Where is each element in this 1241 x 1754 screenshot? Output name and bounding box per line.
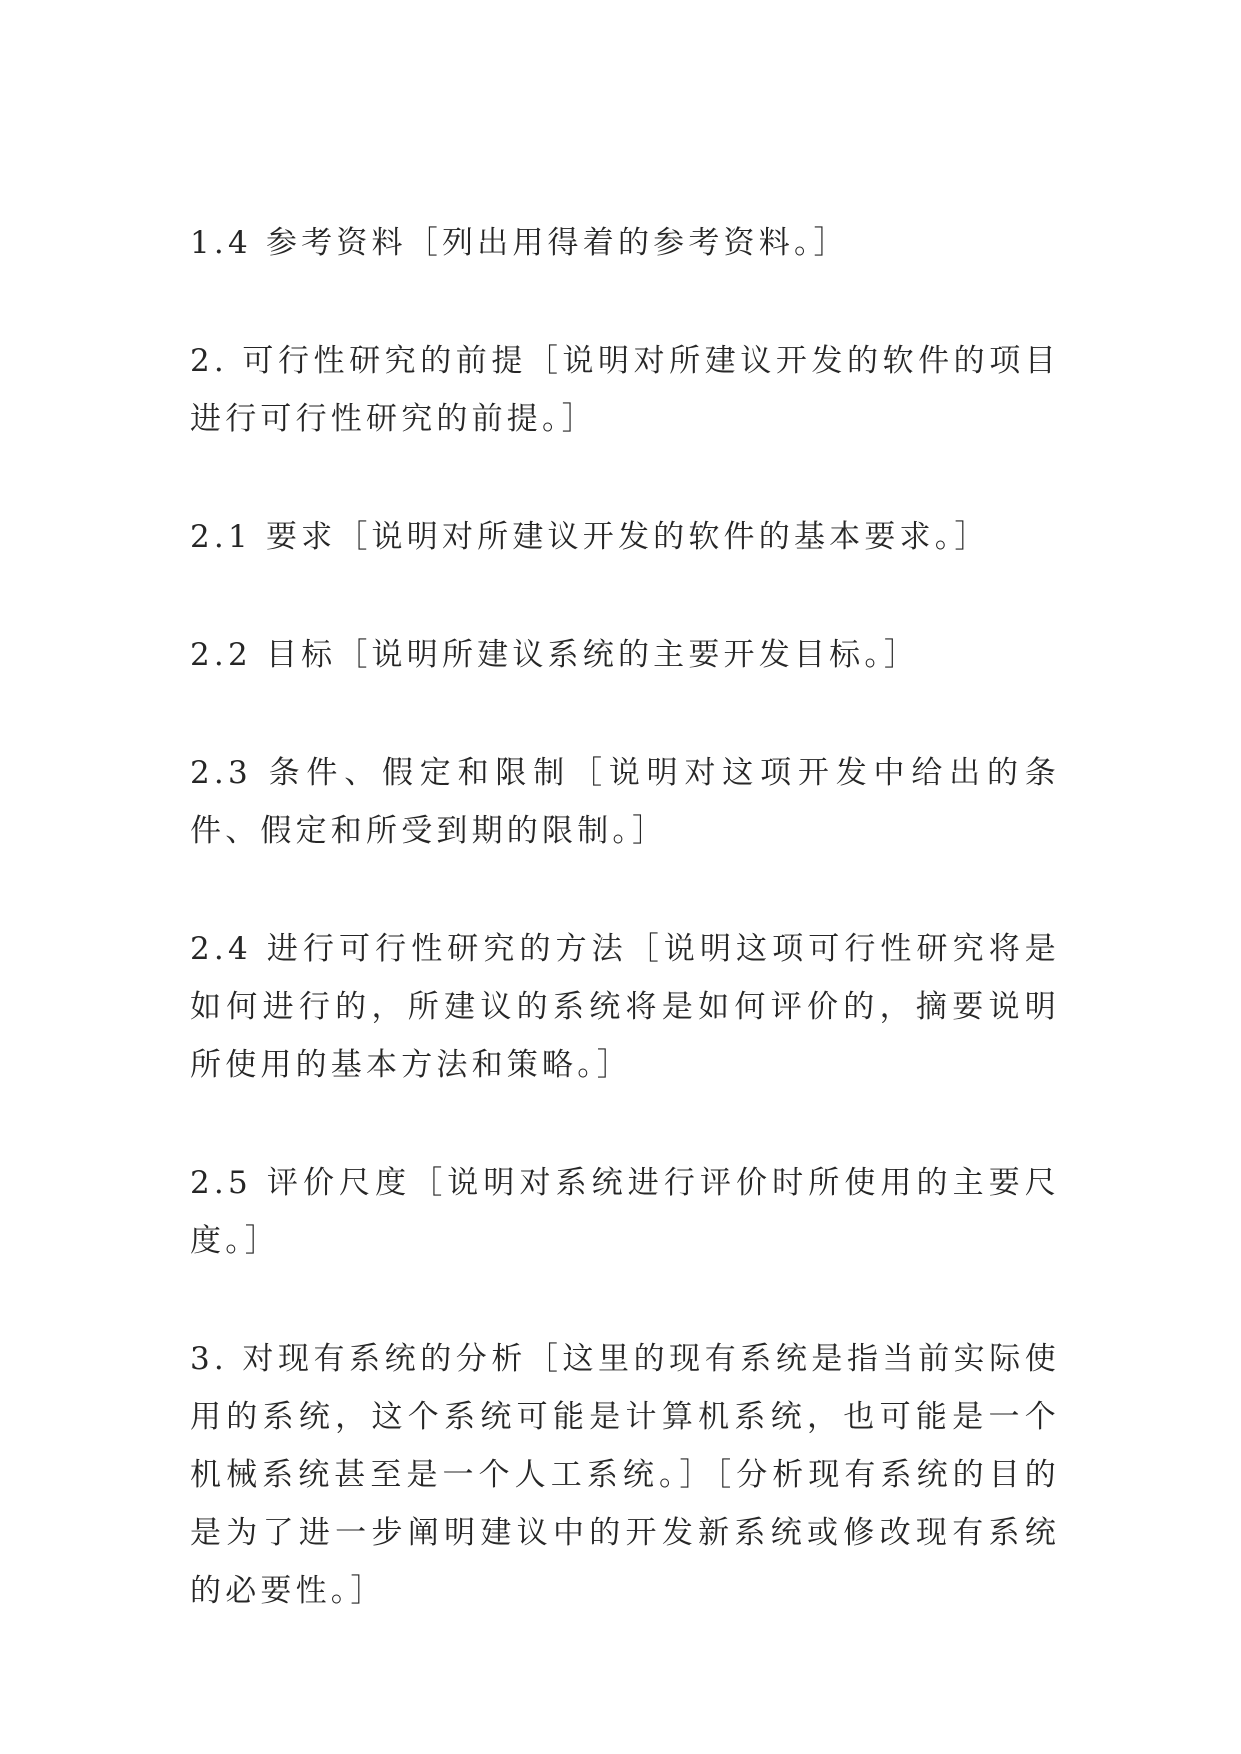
paragraph-2-prerequisites: 2. 可行性研究的前提［说明对所建议开发的软件的项目进行可行性研究的前提。］ xyxy=(190,343,1060,437)
paragraph-1-4-references: 1.4 参考资料［列出用得着的参考资料。］ xyxy=(190,225,849,261)
paragraph-2-2-goals: 2.2 目标［说明所建议系统的主要开发目标。］ xyxy=(190,637,920,673)
paragraph-2-1-requirements: 2.1 要求［说明对所建议开发的软件的基本要求。］ xyxy=(190,519,990,555)
paragraph-2-3-conditions: 2.3 条件、假定和限制［说明对这项开发中给出的条件、假定和所受到期的限制。］ xyxy=(190,755,1060,849)
document-body xyxy=(190,214,1060,1620)
paragraph-2-4-methods: 2.4 进行可行性研究的方法［说明这项可行性研究将是如何进行的，所建议的系统将是如何评价的，摘要说明所使用的基本方法和策略。］ xyxy=(190,931,1060,1083)
paragraph-2-5-evaluation-criteria: 2.5 评价尺度［说明对系统进行评价时所使用的主要尺度。］ xyxy=(190,1165,1060,1259)
paragraph-3-existing-system-analysis: 3. 对现有系统的分析［这里的现有系统是指当前实际使用的系统，这个系统可能是计算机系统，也可能是一个机械系统甚至是一个人工系统。］［分析现有系统的目的是为了进一步阐明建议中的开发新系统或修改现有系统的必要性。］ xyxy=(190,1341,1060,1609)
